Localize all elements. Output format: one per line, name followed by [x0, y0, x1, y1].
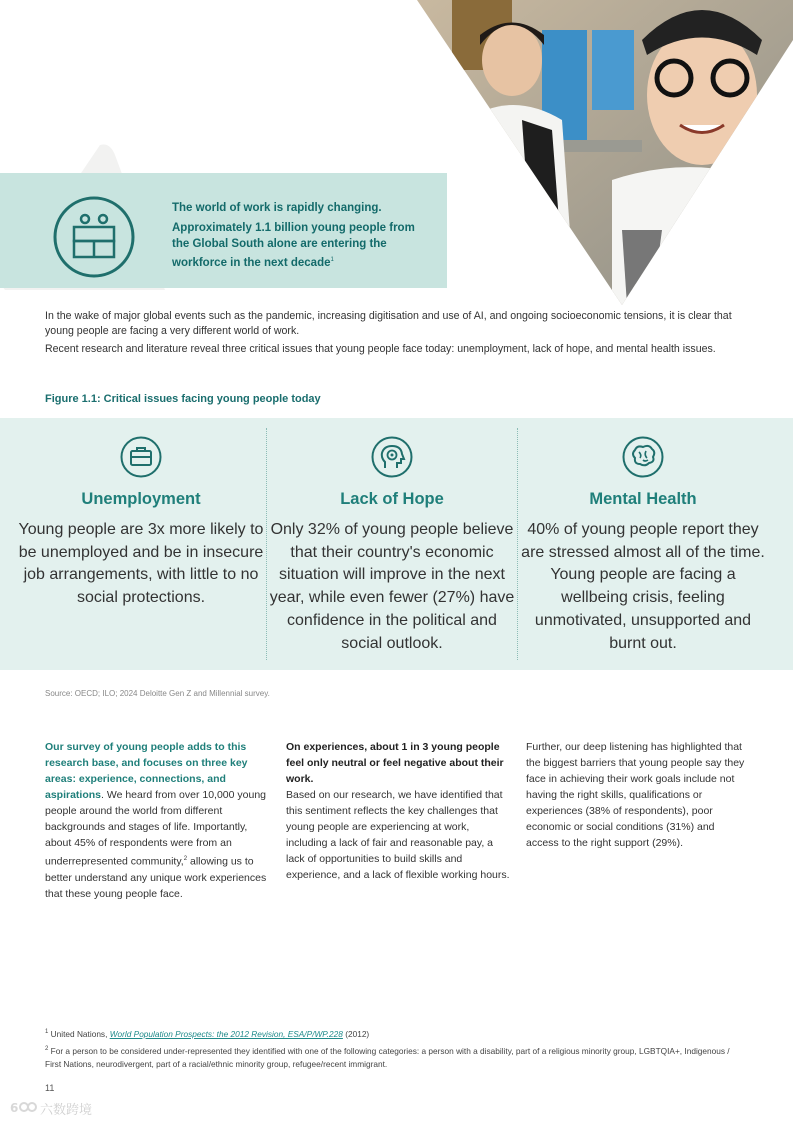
issue-description: Only 32% of young people believe that their country's economic situation will improve in the next year, while even fewer (27%) have confidence in the political and social outlook. — [269, 521, 515, 652]
column-paragraph — [45, 739, 267, 902]
column-lead: On experiences, about 1 in 3 young people feel only neutral or feel negative about their work. — [286, 741, 504, 785]
column-text: . We heard from over 10,000 young people around the world from different backgrounds and stages of life. Importantly, about 45% of respondents were from an underrepresented community, — [45, 789, 267, 868]
intro-paragraph: Recent research and literature reveal three critical issues that young people face today: unemployment, lack of hope, and mental health issues. — [45, 343, 716, 355]
issue-title: Lack of Hope — [340, 490, 444, 508]
column-text: Based on our research, we have identified that this sentiment reflects the key challenges that young people are experiencing at work, including a lack of fair and reasonable pay, a lack of opportunities to build skills and experience, and a lack of flexible working hours. — [286, 789, 510, 881]
footnotes — [45, 1026, 745, 1073]
brain-icon — [622, 436, 664, 478]
issue-mental-health — [518, 418, 768, 670]
watermark — [8, 1097, 108, 1117]
watermark-text: 六数跨境 — [40, 1103, 93, 1118]
issue-title: Mental Health — [589, 490, 697, 508]
issue-unemployment — [16, 418, 266, 670]
footnote-number: 2 — [45, 1045, 49, 1052]
footnote-2 — [45, 1043, 745, 1071]
briefcase-icon — [120, 436, 162, 478]
footnote-ref: 1 — [330, 257, 334, 263]
footnote-text: For a person to be considered under-represented they identified with one of the following categories: a person with a disability, part of a religious minority group, LGBTQIA+, Indigenous / First Nations, neurodivergent, part of a racial/ethnic minority group, refugee/recent immigrant. — [45, 1045, 730, 1069]
footnote-link[interactable]: World Population Prospects: the 2012 Revision, ESA/P/WP.228 — [109, 1028, 343, 1039]
issue-description: Young people are 3x more likely to be unemployed and be in insecure job arrangements, with little to no social protections. — [18, 521, 264, 607]
svg-text:6: 6 — [10, 1101, 19, 1115]
footnote-number: 1 — [45, 1029, 49, 1035]
issue-description: 40% of young people report they are stressed almost all of the time. Young people are facing a wellbeing crisis, feeling unmotivated, unsupported and burnt out. — [521, 521, 765, 652]
banner-headline: The world of work is rapidly changing. — [172, 202, 382, 214]
issue-title: Unemployment — [81, 490, 201, 508]
figure-caption: Figure 1.1: Critical issues facing young people today — [45, 393, 321, 405]
column-text: allowing us to better understand any unique work experiences that these young people face. — [45, 855, 267, 900]
text-column-2 — [286, 739, 510, 883]
banner-statement-text: Approximately 1.1 billion young people from the Global South alone are entering the workforce in the next decade — [172, 222, 415, 269]
footnote-text: United Nations, — [50, 1028, 110, 1039]
banner-text — [172, 200, 434, 275]
issue-lack-of-hope — [267, 418, 517, 670]
column-lead: Our survey of young people adds to this research base, and focuses on three key areas: experience, connections, and aspirations — [45, 741, 248, 801]
text-column-3 — [526, 739, 748, 851]
footnote-1 — [45, 1026, 745, 1041]
meeting-table-icon — [52, 195, 136, 279]
head-target-icon — [371, 436, 413, 478]
issues-figure — [0, 418, 793, 670]
footnote-ref: 2 — [183, 856, 188, 862]
figure-source: Source: OECD; ILO; 2024 Deloitte Gen Z and Millennial survey. — [45, 689, 270, 698]
footnote-text: (2012) — [342, 1028, 370, 1039]
page-number: 11 — [45, 1083, 55, 1093]
intro-paragraph: In the wake of major global events such as the pandemic, increasing digitisation and use of AI, and ongoing socioeconomic tensions, it is clear that young people are facing a very different world of work. — [45, 310, 732, 337]
banner-statement — [172, 220, 434, 271]
column-text: Further, our deep listening has highlighted that the biggest barriers that young people say they face in achieving their work goals include not having the right skills, qualifications or experiences (38% of respondents), poor economic or social conditions (31%) and access to the right support (29%). — [526, 741, 745, 849]
intro-section — [45, 309, 755, 360]
text-column-1 — [45, 739, 267, 902]
hero-photo — [412, 0, 793, 305]
